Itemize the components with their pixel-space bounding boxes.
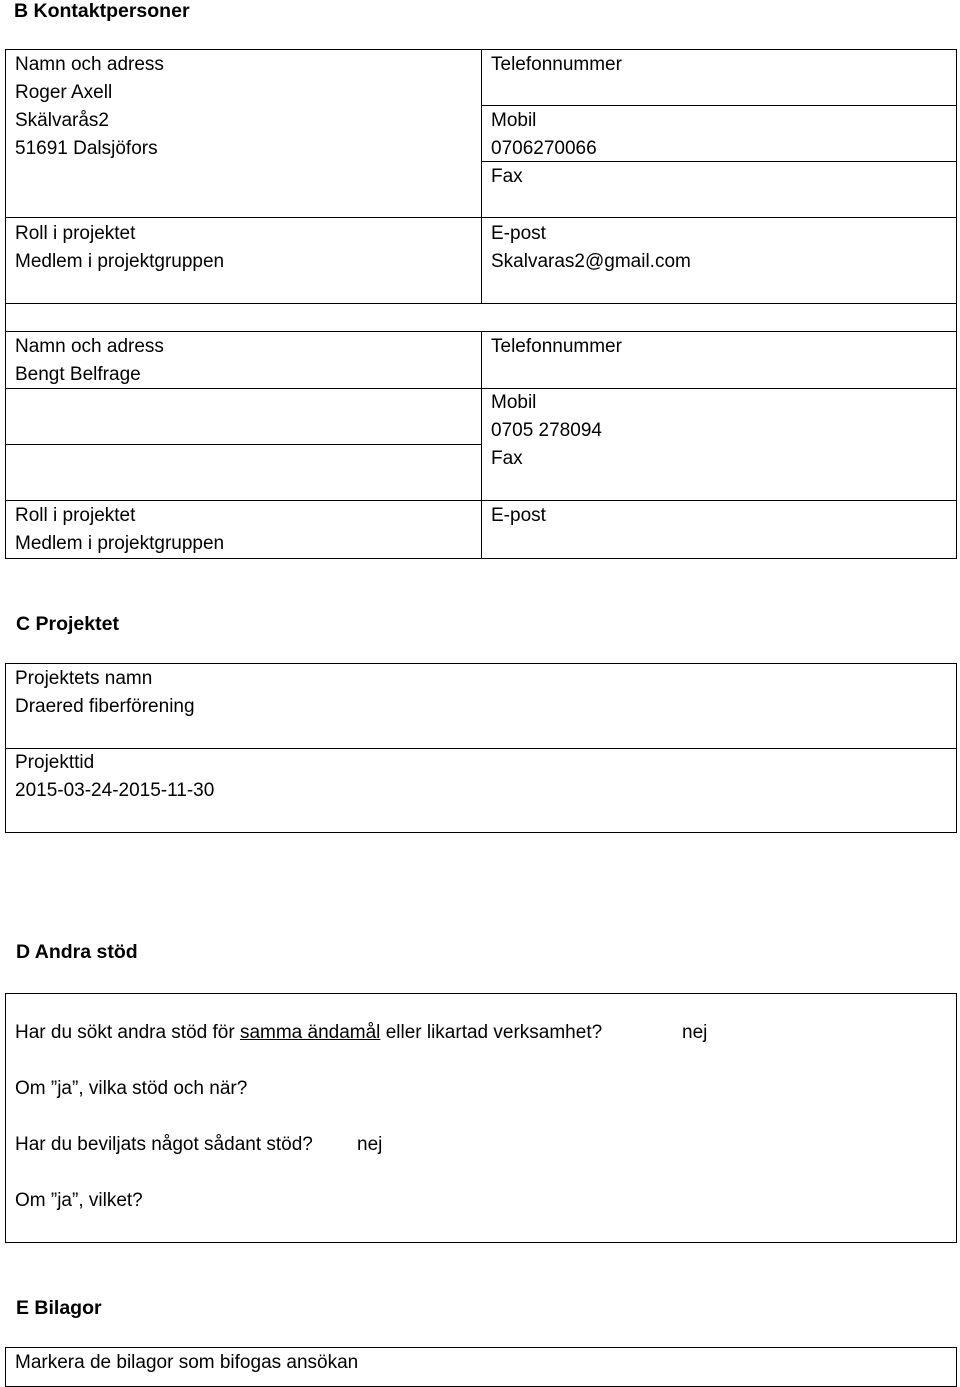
mobile-label: Mobil [491, 392, 537, 413]
name-label: Namn och adress [15, 54, 164, 75]
project-time: 2015-03-24-2015-11-30 [15, 780, 215, 801]
section-c-heading: C Projektet [16, 613, 119, 635]
fax-label: Fax [491, 166, 523, 187]
row-divider [481, 105, 956, 106]
row-divider [6, 217, 481, 218]
column-divider [481, 50, 482, 303]
project-time-label: Projekttid [15, 752, 95, 773]
row-divider [6, 500, 481, 501]
phone-label: Telefonnummer [491, 54, 622, 75]
question-3: Har du beviljats något sådant stöd? [15, 1134, 313, 1155]
mobile-label: Mobil [491, 110, 537, 131]
attachments-box [5, 1347, 957, 1387]
contact-name: Roger Axell [15, 82, 113, 103]
row-divider [6, 444, 481, 445]
question-4: Om ”ja”, vilket? [15, 1190, 143, 1211]
contact-street: Skälvarås2 [15, 110, 109, 131]
role-label: Roll i projektet [15, 223, 136, 244]
contact-postal: 51691 Dalsjöfors [15, 138, 158, 159]
row-divider [481, 388, 956, 389]
fax-label: Fax [491, 448, 523, 469]
email-address: Skalvaras2@gmail.com [491, 251, 691, 272]
other-support-box [5, 993, 957, 1243]
role-label: Roll i projektet [15, 505, 136, 526]
section-b-heading: B Kontaktpersoner [14, 0, 190, 22]
contact-role: Medlem i projektgruppen [15, 251, 225, 272]
question-1-underlined: samma ändamål [239, 1022, 381, 1043]
project-name: Draered fiberförening [15, 696, 195, 717]
section-d-heading: D Andra stöd [16, 941, 138, 963]
email-label: E-post [491, 223, 546, 244]
contact-name: Bengt Belfrage [15, 364, 141, 385]
mobile-number: 0705 278094 [491, 420, 602, 441]
question-1-prefix: Har du sökt andra stöd för [15, 1022, 235, 1043]
contact-2-table [5, 303, 957, 559]
column-divider [481, 331, 482, 558]
section-e-heading: E Bilagor [16, 1297, 102, 1319]
mobile-number: 0706270066 [491, 138, 597, 159]
name-label: Namn och adress [15, 336, 164, 357]
contact-1-table [5, 49, 957, 304]
question-1-suffix: eller likartad verksamhet? [385, 1022, 603, 1043]
project-table [5, 663, 957, 833]
question-3-answer: nej [357, 1134, 383, 1155]
email-label: E-post [491, 505, 546, 526]
row-divider [481, 500, 956, 501]
row-divider [481, 217, 956, 218]
question-1 [15, 1019, 602, 1047]
question-1-answer: nej [682, 1022, 708, 1043]
phone-label: Telefonnummer [491, 336, 622, 357]
contact-role: Medlem i projektgruppen [15, 533, 225, 554]
question-2: Om ”ja”, vilka stöd och när? [15, 1078, 248, 1099]
attachments-instruction: Markera de bilagor som bifogas ansökan [15, 1352, 359, 1373]
row-divider [6, 748, 956, 749]
project-name-label: Projektets namn [15, 668, 153, 689]
